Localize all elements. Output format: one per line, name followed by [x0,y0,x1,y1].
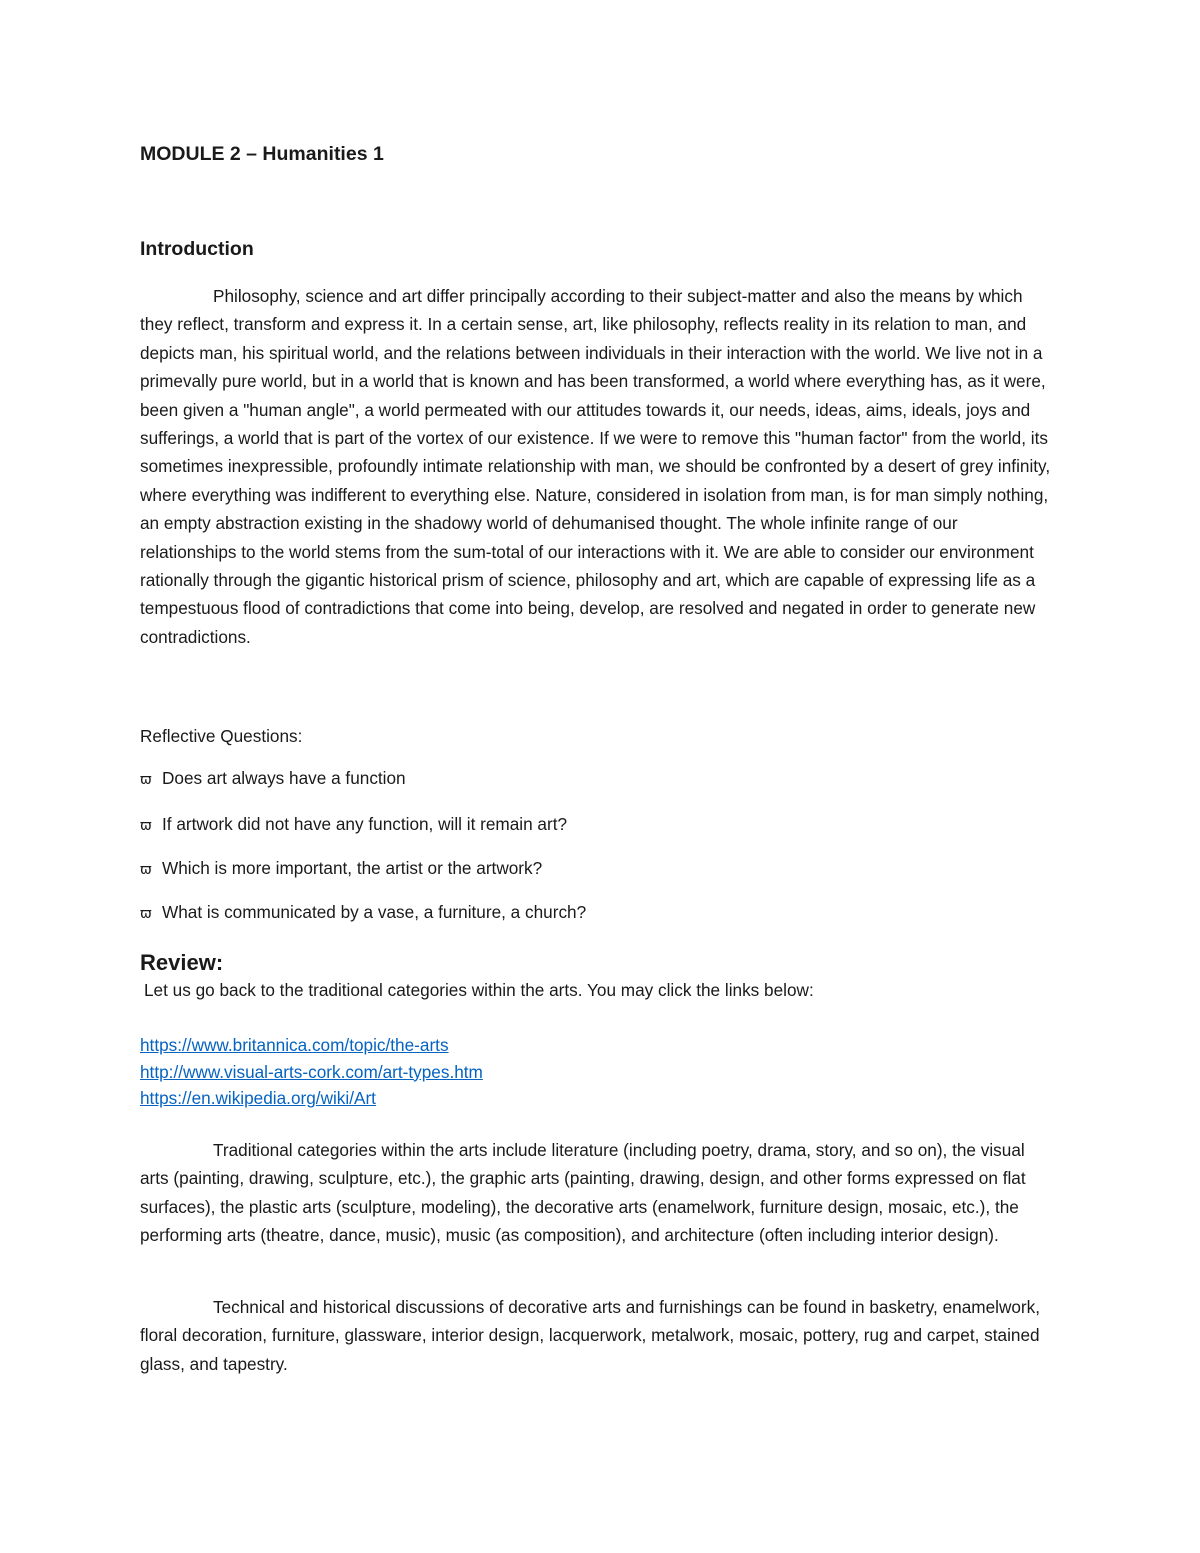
link-list [140,1032,483,1112]
technical-discussions-paragraph [140,1293,1052,1378]
question-text: Which is more important, the artist or the artwork? [162,858,543,878]
question-item [140,858,542,879]
bullet-icon: ϖ [140,772,152,788]
technical-discussions-text: Technical and historical discussions of decorative arts and furnishings can be found in basketry, enamelwork, floral decoration, furniture, glassware, interior design, lacquerwork, metalwork, mosaic, pottery, rug and carpet, stained glass, and tapestry. [140,1297,1041,1374]
link-britannica[interactable]: https://www.britannica.com/topic/the-arts [140,1035,449,1055]
review-heading: Review: [140,950,224,975]
traditional-categories-text: Traditional categories within the arts include literature (including poetry, drama, story, and so on), the visual arts (painting, drawing, sculpture, etc.), the graphic arts (painting, drawing, design, and other forms expressed on flat surfaces), the plastic arts (sculpture, modeling), the decorative arts (enamelwork, furniture design, mosaic, etc.), the performing arts (theatre, dance, music), music (as composition), and architecture (often including interior design). [140,1140,1026,1246]
question-item [140,768,406,789]
introduction-text: Philosophy, science and art differ principally according to their subject-matter and also the means by which they reflect, transform and express it. In a certain sense, art, like philosophy, reflects reality in its relation to man, and depicts man, his spiritual world, and the relations between individuals in their interaction with the world. We live not in a primevally pure world, but in a world that is known and has been transformed, a world where everything has, as it were, been given a "human angle", a world permeated with our attitudes towards it, our needs, ideas, aims, ideals, joys and sufferings, a world that is part of the vortex of our existence. If we were to remove this "human factor" from the world, its sometimes inexpressible, profoundly intimate relationship with man, we should be confronted by a desert of grey infinity, where everything was indifferent to everything else. Nature, considered in isolation from man, is for man simply nothing, an empty abstraction existing in the shadowy world of dehumanised thought. The whole infinite range of our relationships to the world stems from the sum-total of our interactions with it. We are able to consider our environment rationally through the gigantic historical prism of science, philosophy and art, which are capable of expressing life as a tempestuous flood of contradictions that come into being, develop, are resolved and negated in order to generate new contradictions. [140,286,1051,647]
question-text: Does art always have a function [162,768,406,788]
bullet-icon: ϖ [140,906,152,922]
introduction-paragraph [140,282,1052,651]
traditional-categories-paragraph [140,1136,1052,1250]
review-intro-text: Let us go back to the traditional categories within the arts. You may click the links below: [144,980,814,1000]
question-text: What is communicated by a vase, a furniture, a church? [162,902,587,922]
question-text: If artwork did not have any function, will it remain art? [162,814,568,834]
link-wikipedia[interactable]: https://en.wikipedia.org/wiki/Art [140,1088,376,1108]
link-visual-arts-cork[interactable]: http://www.visual-arts-cork.com/art-types.htm [140,1061,483,1082]
document-title: MODULE 2 – Humanities 1 [140,143,384,165]
bullet-icon: ϖ [140,862,152,878]
question-item [140,814,567,835]
introduction-heading: Introduction [140,238,254,260]
bullet-icon: ϖ [140,818,152,834]
reflective-questions-label: Reflective Questions: [140,726,303,746]
question-item [140,902,586,923]
